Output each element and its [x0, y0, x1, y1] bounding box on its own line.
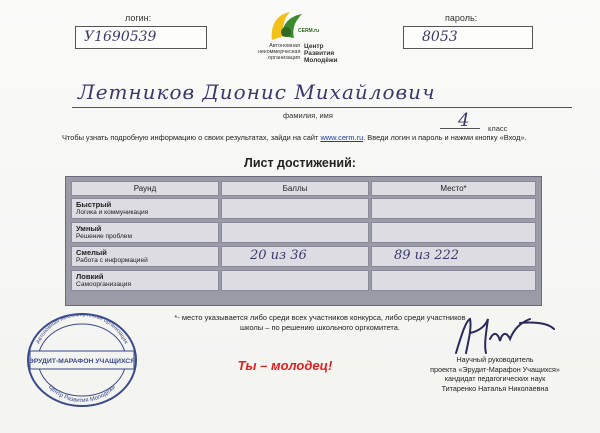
grade-label: класс — [488, 124, 508, 133]
logo-org-left-line: некоммерческая — [258, 49, 301, 55]
table-cell-place — [371, 246, 536, 267]
info-after: . Введи логин и пароль и нажми кнопку «Вход». — [363, 133, 527, 142]
table-cell-place — [371, 198, 536, 219]
table-row-round — [71, 246, 219, 267]
password-value: 8053 — [422, 29, 458, 45]
round-name: Смелый — [76, 248, 107, 257]
svg-text:Автономная некоммерческая орга — [35, 312, 128, 345]
logo-site: CERM.ru — [298, 28, 320, 34]
table-cell-score — [221, 198, 369, 219]
stamp-seal — [22, 308, 142, 408]
logo-org-left-line: Автономная — [269, 43, 300, 49]
info-text — [62, 133, 527, 142]
supervisor-info — [395, 355, 595, 393]
footnote: *- место указывается либо среди всех участников конкурса, либо среди участников школы – по решению школьного оргкомитета. — [174, 313, 466, 332]
supervisor-line: Титаренко Наталья Николаевна — [441, 383, 549, 393]
grade-value: 4 — [458, 110, 470, 131]
table-header-place: Место* — [371, 181, 536, 196]
table-header-round: Раунд — [71, 181, 219, 196]
praise-text: Ты – молодец! — [237, 358, 333, 373]
password-label: пароль: — [445, 13, 478, 23]
grade-underline — [440, 128, 480, 129]
table-cell-place — [371, 270, 536, 291]
place-value: 89 из 222 — [394, 248, 460, 263]
stamp-inner-text: ЭРУДИТ-МАРАФОН УЧАЩИХСЯ — [28, 358, 136, 365]
round-subtitle: Логика и коммуникация — [76, 209, 149, 216]
table-header-score: Баллы — [221, 181, 369, 196]
supervisor-line: Научный руководитель — [456, 355, 534, 364]
table-cell-place — [371, 222, 536, 243]
info-before: Чтобы узнать подробную информацию о своих результатах, зайди на сайт — [62, 133, 321, 142]
round-name: Ловкий — [76, 272, 104, 281]
score-value: 20 из 36 — [250, 248, 307, 263]
signature-icon — [450, 313, 560, 358]
achievements-table — [65, 176, 542, 306]
supervisor-line: проекта «Эрудит-Марафон Учащихся» — [430, 364, 560, 374]
stamp-bottom-text: Центр Развития Молодёжи — [47, 384, 117, 405]
round-subtitle: Работа с информацией — [76, 257, 148, 264]
table-cell-score — [221, 246, 369, 267]
round-name: Быстрый — [76, 200, 112, 209]
logo-org-right-line: Молодёжи — [304, 57, 338, 64]
cerm-logo — [258, 10, 348, 70]
table-row-round — [71, 222, 219, 243]
name-underline — [72, 107, 572, 108]
cerm-link[interactable]: www.cerm.ru — [320, 133, 364, 142]
login-label: логин: — [125, 13, 152, 23]
round-name: Умный — [76, 224, 102, 233]
table-cell-score — [221, 270, 369, 291]
name-caption: фамилия, имя — [283, 111, 333, 120]
stamp-icon — [22, 308, 142, 408]
round-subtitle: Решение проблем — [76, 233, 132, 240]
stamp-top-text: Автономная некоммерческая организация — [35, 311, 129, 345]
student-name: Летников Дионис Михайлович — [78, 80, 436, 104]
login-value: У1690539 — [84, 29, 157, 45]
page-title: Лист достижений: — [244, 156, 356, 170]
logo-org-right-line: Центр — [304, 43, 324, 50]
table-row-round — [71, 270, 219, 291]
cerm-leaf-icon — [268, 10, 304, 42]
logo-org-left — [258, 43, 300, 61]
logo-org-right-line: Развития — [304, 50, 335, 57]
table-row-round — [71, 198, 219, 219]
logo-org-left-line: организация — [268, 55, 300, 61]
table-cell-score — [221, 222, 369, 243]
password-field — [403, 26, 533, 49]
login-field — [75, 26, 207, 49]
round-subtitle: Самоорганизация — [76, 281, 132, 288]
supervisor-line: кандидат педагогических наук — [444, 374, 546, 383]
logo-org-right — [304, 43, 338, 64]
